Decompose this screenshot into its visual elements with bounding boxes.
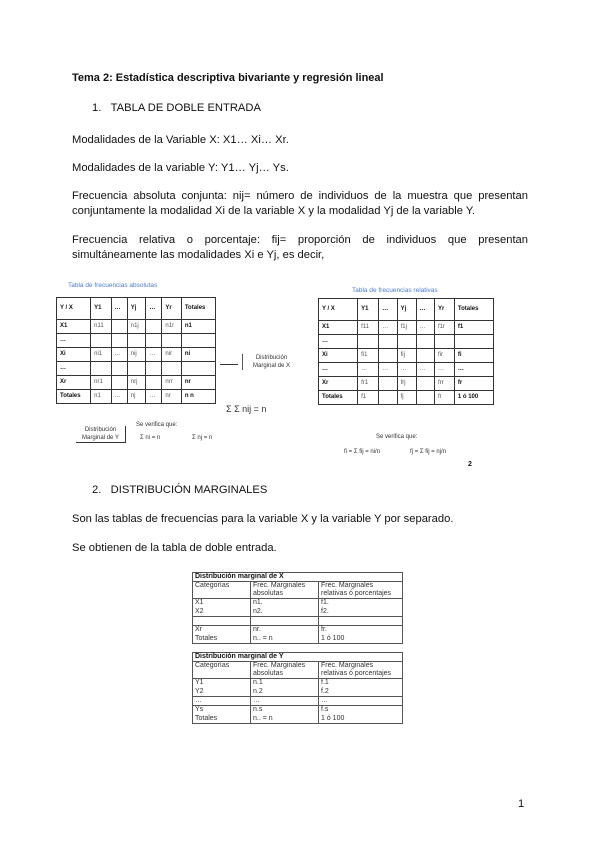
header-cell: … xyxy=(111,298,127,320)
table-cell: f2. xyxy=(319,608,403,617)
table-cell: … xyxy=(146,348,162,362)
table-cell xyxy=(379,377,397,391)
table-row xyxy=(319,377,494,391)
table-cell: nr xyxy=(181,376,215,390)
table-cell: f.s xyxy=(319,706,403,715)
paragraph: Modalidades de la variable Y: Y1… Yj… Ys. xyxy=(72,162,289,174)
header-cell: … xyxy=(146,298,162,320)
table-cell: … xyxy=(379,363,397,377)
table-cell: frj xyxy=(397,377,416,391)
formula: Σ nj = n xyxy=(192,435,213,441)
marginal-x-table xyxy=(192,572,403,644)
table-cell: Y1 xyxy=(193,679,251,688)
figure-caption: Tabla de frecuencias relativas xyxy=(352,287,438,294)
table-cell xyxy=(181,362,215,376)
header-cell: Y1 xyxy=(358,299,379,321)
formula: fj = Σ fij = nj/n xyxy=(410,449,447,455)
table-cell: … xyxy=(319,363,358,377)
table-cell: … xyxy=(251,697,319,706)
table-row xyxy=(193,679,403,688)
table-cell: fi1 xyxy=(358,349,379,363)
table-cell: n11 xyxy=(91,320,112,334)
header-cell: Frec. Marginales absolutas xyxy=(251,662,319,679)
table-cell: … xyxy=(319,335,358,349)
table-cell xyxy=(193,617,251,626)
table-cell xyxy=(379,349,397,363)
table-cell: Y2 xyxy=(193,688,251,697)
table-cell xyxy=(319,617,403,626)
table-cell: f1r xyxy=(434,321,454,335)
table-cell: n1 xyxy=(181,320,215,334)
header-cell: … xyxy=(416,299,434,321)
table-cell: fr. xyxy=(319,626,403,635)
section-label: TABLA DE DOBLE ENTRADA xyxy=(110,102,261,114)
table-row xyxy=(193,688,403,697)
table-cell: X1 xyxy=(57,320,91,334)
table-cell: Ys xyxy=(193,706,251,715)
table-cell xyxy=(397,335,416,349)
header-cell: Categorías xyxy=(193,582,251,599)
table-cell: f1 xyxy=(358,391,379,405)
table-cell: … xyxy=(111,390,127,404)
table-cell: 1 ó 100 xyxy=(319,715,403,724)
table-cell xyxy=(379,335,397,349)
table-cell xyxy=(416,377,434,391)
header-cell: Yj xyxy=(397,299,416,321)
table-cell: nir xyxy=(162,348,181,362)
table-cell: f1j xyxy=(397,321,416,335)
header-cell: Totales xyxy=(181,298,215,320)
table-row xyxy=(193,706,403,715)
table-cell: X1 xyxy=(319,321,358,335)
table-cell xyxy=(91,362,112,376)
header-cell: Y / X xyxy=(319,299,358,321)
table-cell: Totales xyxy=(319,391,358,405)
table-row xyxy=(57,348,216,362)
paragraph: Frecuencia absoluta conjunta: nij= número de individuos de la muestra que presentan conjuntamente la modalidad Xi de la variable X y la modalidad Yj de la variable Y. xyxy=(72,190,528,217)
table-cell: n1r xyxy=(162,320,181,334)
table-cell: … xyxy=(358,363,379,377)
table-row xyxy=(193,715,403,724)
table-cell: nr. xyxy=(251,626,319,635)
table-cell: n.s xyxy=(251,706,319,715)
table-cell xyxy=(146,334,162,348)
table-cell: frr xyxy=(434,377,454,391)
marginal-y-label: Distribución Marginal de Y xyxy=(76,426,126,443)
table-cell: ni xyxy=(181,348,215,362)
table-cell: nr xyxy=(162,390,181,404)
table-cell: Xr xyxy=(319,377,358,391)
header-cell: Yj xyxy=(127,298,146,320)
paragraph: Frecuencia relativa o porcentaje: fij= proporción de individuos que presentan simultáneamente las modalidades Xi e Yj, es decir, xyxy=(72,234,528,261)
formula: fi = Σ fij = ni/n xyxy=(344,449,381,455)
table-cell xyxy=(162,334,181,348)
table-row xyxy=(319,363,494,377)
table-cell: … xyxy=(379,321,397,335)
table-cell xyxy=(181,334,215,348)
section-number: 1. xyxy=(92,102,102,114)
verify-label: Se verifica que: xyxy=(376,434,418,440)
table-cell xyxy=(146,362,162,376)
table-cell: 1 ó 100 xyxy=(454,391,493,405)
table-cell xyxy=(251,617,319,626)
table-row xyxy=(193,608,403,617)
table-cell: n.1 xyxy=(251,679,319,688)
table-row xyxy=(57,334,216,348)
table-cell: n2. xyxy=(251,608,319,617)
table-header-row xyxy=(193,662,403,679)
marginal-y-table xyxy=(192,652,403,724)
marginal-x-label: Distribución Marginal de X xyxy=(242,354,296,370)
table-cell: … xyxy=(397,363,416,377)
table-cell: … xyxy=(146,390,162,404)
table-cell xyxy=(91,334,112,348)
header-cell: Frec. Marginales absolutas xyxy=(251,582,319,599)
table-cell xyxy=(162,362,181,376)
table-cell: nrr xyxy=(162,376,181,390)
table-cell xyxy=(111,334,127,348)
table-header-row xyxy=(57,298,216,320)
header-cell: Categorías xyxy=(193,662,251,679)
table-cell: fr1 xyxy=(358,377,379,391)
table-cell xyxy=(111,320,127,334)
table-cell xyxy=(146,376,162,390)
header-cell: … xyxy=(379,299,397,321)
table-cell: f.2 xyxy=(319,688,403,697)
table-cell: Xi xyxy=(57,348,91,362)
table-title: Distribución marginal de X xyxy=(193,573,403,582)
table-cell: … xyxy=(454,363,493,377)
header-cell: Yr xyxy=(162,298,181,320)
table-row xyxy=(193,697,403,706)
table-header-row xyxy=(193,582,403,599)
table-row xyxy=(57,376,216,390)
table-cell: fr xyxy=(434,391,454,405)
absolute-frequency-table xyxy=(56,297,216,404)
header-cell: Totales xyxy=(454,299,493,321)
marginal-tables xyxy=(192,572,403,724)
table-row xyxy=(193,626,403,635)
table-row xyxy=(57,390,216,404)
table-cell: … xyxy=(416,363,434,377)
table-cell: fr xyxy=(454,377,493,391)
table-cell: nrj xyxy=(127,376,146,390)
table-cell: fij xyxy=(397,349,416,363)
table-cell xyxy=(434,335,454,349)
page-number: 1 xyxy=(518,798,525,810)
table-title: Distribución marginal de Y xyxy=(193,653,403,662)
header-cell: Yr xyxy=(434,299,454,321)
table-cell: n1j xyxy=(127,320,146,334)
table-cell: Xr xyxy=(57,376,91,390)
paragraph: Se obtienen de la tabla de doble entrada. xyxy=(72,542,277,554)
figure-caption: Tabla de frecuencias absolutas xyxy=(68,282,158,289)
page-mark: 2 xyxy=(468,461,472,468)
table-cell xyxy=(454,335,493,349)
table-cell: n.. = n xyxy=(251,635,319,644)
sum-formula: Σ Σ nij = n xyxy=(226,404,267,414)
table-row xyxy=(319,335,494,349)
table-row xyxy=(319,391,494,405)
section-heading-2 xyxy=(92,483,267,498)
table-cell: f.1 xyxy=(319,679,403,688)
table-title-row xyxy=(193,573,403,582)
table-cell xyxy=(358,335,379,349)
header-cell: Frec. Marginales relativas ó porcentajes xyxy=(319,662,403,679)
table-cell: X2 xyxy=(193,608,251,617)
table-cell xyxy=(146,320,162,334)
table-cell: Xr xyxy=(193,626,251,635)
table-cell: fir xyxy=(434,349,454,363)
header-cell: Y / X xyxy=(57,298,91,320)
table-row xyxy=(319,349,494,363)
table-cell: … xyxy=(193,697,251,706)
table-cell: n1. xyxy=(251,599,319,608)
section-label: DISTRIBUCIÓN MARGINALES xyxy=(110,484,268,496)
table-cell: Totales xyxy=(193,635,251,644)
table-cell xyxy=(416,349,434,363)
section-number: 2. xyxy=(92,484,102,496)
table-cell: nr1 xyxy=(91,376,112,390)
table-cell: Xi xyxy=(319,349,358,363)
table-cell: … xyxy=(57,362,91,376)
table-cell: f1 xyxy=(454,321,493,335)
table-cell: … xyxy=(319,697,403,706)
header-cell: Frec. Marginales relativas ó porcentajes xyxy=(319,582,403,599)
table-cell: fi xyxy=(454,349,493,363)
paragraph: Son las tablas de frecuencias para la variable X y la variable Y por separado. xyxy=(72,513,454,525)
table-row xyxy=(193,635,403,644)
table-row xyxy=(57,362,216,376)
table-cell: f11 xyxy=(358,321,379,335)
table-row xyxy=(193,599,403,608)
table-cell: Totales xyxy=(57,390,91,404)
table-title-row xyxy=(193,653,403,662)
table-cell: … xyxy=(416,321,434,335)
table-cell: fj xyxy=(397,391,416,405)
paragraph: Modalidades de la Variable X: X1… Xi… Xr. xyxy=(72,134,289,146)
table-cell xyxy=(416,335,434,349)
table-cell: X1 xyxy=(193,599,251,608)
arrow-line xyxy=(220,364,238,365)
section-heading-1 xyxy=(92,101,261,116)
table-cell: Totales xyxy=(193,715,251,724)
table-cell: … xyxy=(57,334,91,348)
table-cell: nj xyxy=(127,390,146,404)
table-cell xyxy=(127,362,146,376)
table-cell: ni1 xyxy=(91,348,112,362)
table-header-row xyxy=(319,299,494,321)
table-cell xyxy=(111,376,127,390)
table-cell: … xyxy=(434,363,454,377)
table-cell: n1 xyxy=(91,390,112,404)
table-cell xyxy=(127,334,146,348)
formula: Σ ni = n xyxy=(140,435,161,441)
table-cell: 1 ó 100 xyxy=(319,635,403,644)
table-cell xyxy=(111,362,127,376)
table-cell: n.2 xyxy=(251,688,319,697)
table-cell: … xyxy=(111,348,127,362)
verify-label: Se verifica que: xyxy=(136,422,178,428)
table-row xyxy=(57,320,216,334)
table-cell: nij xyxy=(127,348,146,362)
table-cell: n.. = n xyxy=(251,715,319,724)
table-cell xyxy=(379,391,397,405)
header-cell: Y1 xyxy=(91,298,112,320)
table-cell xyxy=(416,391,434,405)
table-cell: f1. xyxy=(319,599,403,608)
page-title: Tema 2: Estadística descriptiva bivariante y regresión lineal xyxy=(72,72,384,84)
table-row xyxy=(319,321,494,335)
relative-frequency-table xyxy=(318,298,494,405)
table-cell: n n xyxy=(181,390,215,404)
table-row xyxy=(193,617,403,626)
